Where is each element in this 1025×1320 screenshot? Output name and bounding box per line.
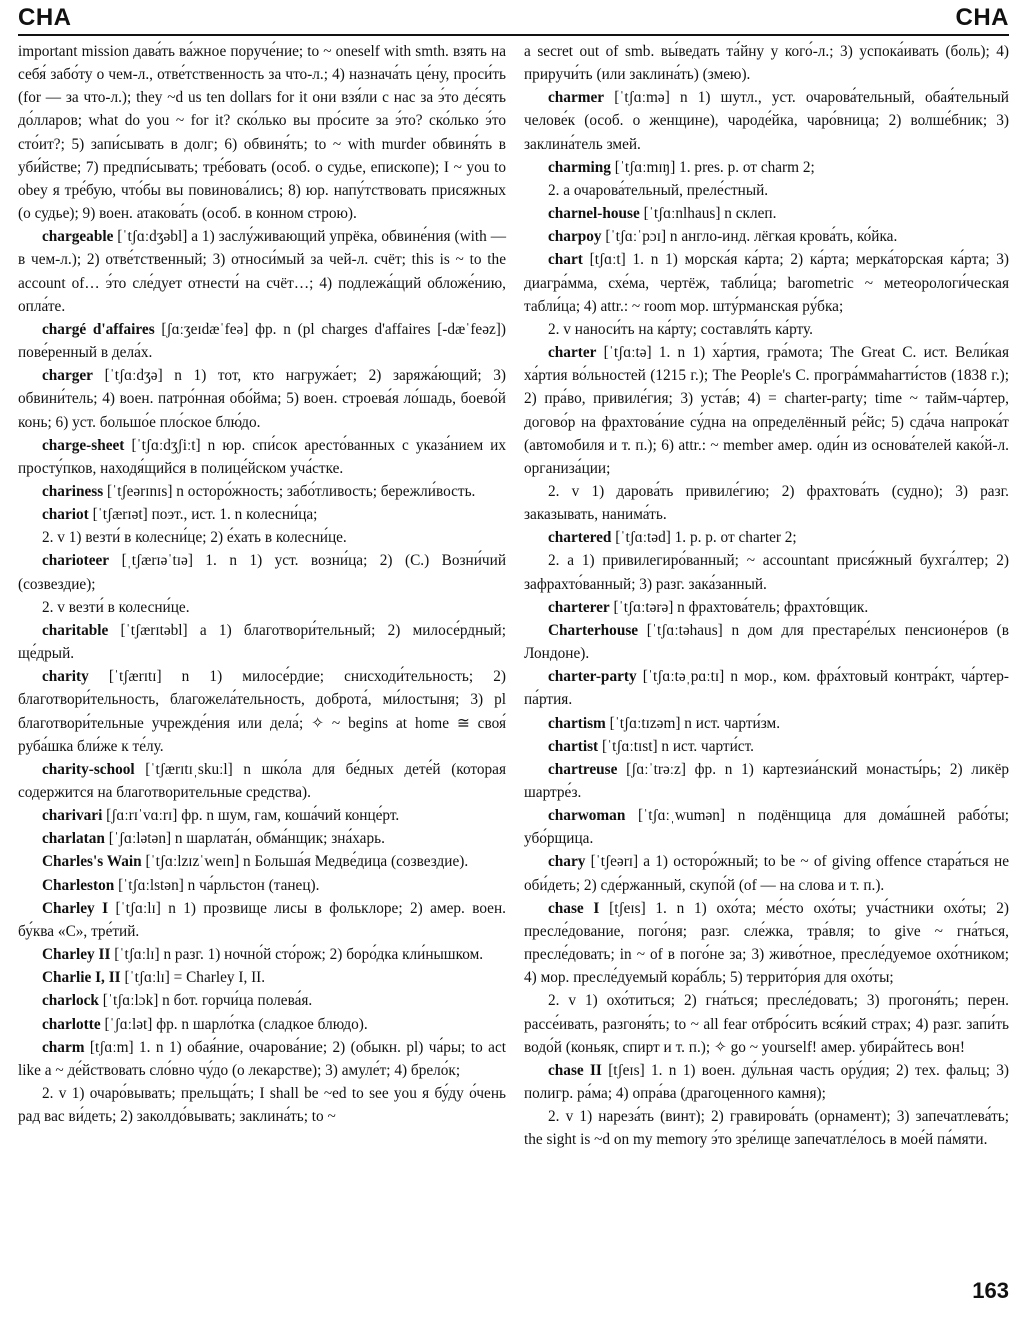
header-rule — [18, 34, 1009, 36]
entry-text: [ˈtʃɑːlɪ] n 1) прозвище лисы в фольклоре; 2) амер. воен. бу́ква «С», тре́тий. — [18, 899, 506, 940]
dictionary-entry — [18, 1036, 506, 1082]
entry-headword: chase I — [548, 899, 600, 917]
dictionary-entry — [524, 712, 1009, 735]
entry-text: [tʃɑːt] 1. n 1) морска́я ка́рта; 2) ка́рта; мерка́торская ка́рта; 3) диагра́мма, схе́ма, чертёж, табли́ца; barometric ~ метеорологи́ческая табли́ца; 4) attr.: ~ room мор. шту́рманская ру́бка; — [524, 251, 1010, 315]
entry-headword: charlotte — [42, 1015, 101, 1033]
entry-text: [ˈtʃɑːtə] 1. n 1) ха́ртия, гра́мота; The Great C. ист. Вели́кая ха́ртия во́льностей (1215 г.); The People's C. програ́ммаharти́стов (1838 г.); 2) пра́во, привиле́гия; 3) уста́в; 4) = charter-party; time ~ тайм-ча́ртер, догово́р на фрахтова́ние су́дна на определённый ре́йс; 5) сда́ча напрока́т (автомобиля и т. п.); 6) attr.: ~ member амер. оди́н из основа́телей како́й-л. организа́ции; — [524, 344, 1009, 477]
entry-headword: chary — [548, 853, 586, 871]
entry-text: 2. v 1) очаро́вывать; прельща́ть; I shall be ~ed to see you я бу́ду о́чень рад вас ви́деть; 2) заколдо́вывать; заклина́ть; to ~ — [18, 1085, 506, 1126]
entry-text: [ˈtʃærɪtɪ] n 1) милосе́рдие; снисходи́тельность; 2) благотвори́тельность, благожела́тельность, доброта́, ми́лостыня; 3) pl благотвори́тельные учрежде́ния или дела́; ✧ ~ begins at home ≅ своя́ руба́шка бли́же к те́лу. — [18, 668, 507, 755]
dictionary-entry — [18, 364, 506, 433]
dictionary-entry — [18, 503, 506, 526]
dictionary-entry — [524, 619, 1009, 665]
dictionary-entry — [18, 318, 506, 364]
entry-continuation — [18, 40, 506, 225]
entry-text: [ˈtʃɑːtəhaus] n дом для престаре́лых пенсионе́ров (в Лондоне). — [524, 621, 1009, 663]
entry-text: a secret out of smb. вы́ведать та́йну у кого́-л.; 3) успока́ивать (боль); 4) приручи́ть (или заклина́ть) (змею). — [524, 43, 1009, 84]
entry-text: [ʃɑːrɪˈvɑːrɪ] фр. n шум, гам, коша́чий конце́рт. — [106, 807, 400, 825]
entry-headword: Charterhouse — [548, 621, 639, 639]
entry-headword: chargé d'affaires — [42, 320, 155, 338]
entry-headword: charioteer — [42, 552, 110, 570]
entry-text: [ˈtʃærɪət] поэт., ист. 1. n колесни́ца; — [92, 506, 318, 524]
entry-text: [ˈtʃɑːtərə] n фрахтова́тель; фрахто́вщик. — [613, 598, 869, 616]
entry-text: [ˈtʃɑːlstən] n ча́рльстон (танец). — [118, 876, 320, 894]
entry-text: [tʃeɪs] 1. n 1) воен. ду́льная часть ору́дия; 2) тех. фальц; 3) полигр. ра́ма; 4) опра́ва (драгоценного камня); — [524, 1061, 1009, 1103]
entry-headword: Charlie I, II — [42, 969, 121, 987]
dictionary-entry — [18, 804, 506, 827]
entry-text: [ˈtʃærɪtɪˌskuːl] n шко́ла для бе́дных дете́й (которая содержится на благотворительные средства). — [18, 760, 506, 801]
entry-text: [ʃɑːˈtrəːz] фр. n 1) картезиа́нский монасты́рь; 2) ликёр шартре́з. — [524, 760, 1010, 801]
entry-headword: charlock — [42, 992, 99, 1010]
right-column — [524, 40, 1009, 1152]
entry-headword: chariness — [42, 482, 104, 500]
entry-headword: chariot — [42, 506, 89, 524]
dictionary-entry — [524, 179, 1009, 202]
entry-text: [ˈtʃɑːtəd] 1. p. p. от charter 2; — [615, 529, 797, 547]
dictionary-entry — [524, 989, 1009, 1058]
entry-text: [ˈtʃɑːtɪzəm] n ист. чарти́зм. — [609, 714, 781, 732]
entry-headword: charity-school — [42, 760, 135, 778]
entry-text: [ʃɑːʒeɪdæˈfeə] фр. n (pl charges d'affaires [-dæˈfeəz]) пове́ренный в дела́х. — [18, 320, 506, 362]
dictionary-entry — [18, 989, 506, 1012]
dictionary-entry — [18, 480, 506, 503]
running-head-right: CHA — [955, 4, 1009, 31]
entry-text: [ˈʃɑːlət] фр. n шарло́тка (сладкое блюдо). — [104, 1015, 368, 1033]
dictionary-entry — [524, 202, 1009, 225]
entry-text: [tʃɑːm] 1. n 1) обая́ние, очарова́ние; 2) (обыкн. pl) ча́ры; to act like a ~ де́йствовать сло́вно чу́до (о лекарстве); 3) амуле́т; 4) брело́к; — [18, 1038, 506, 1079]
entry-headword: chart — [548, 251, 583, 269]
dictionary-entry — [18, 526, 506, 549]
entry-headword: Charleston — [42, 876, 115, 894]
entry-text: 2. a 1) привилегиро́ванный; ~ accountant прися́жный бухга́лтер; 2) зафрахто́ванный; 3) разг. зака́занный. — [524, 552, 1009, 593]
entry-continuation — [524, 40, 1009, 86]
entry-headword: charge-sheet — [42, 436, 125, 454]
entry-headword: charwoman — [548, 807, 626, 825]
dictionary-entry — [524, 758, 1009, 804]
entry-text: [ˈʃɑːlətən] n шарлата́н, обма́нщик; зна́харь. — [108, 830, 385, 848]
dictionary-entry — [524, 156, 1009, 179]
entry-text: [ˈtʃɑːlɪ] n разг. 1) ночно́й сто́рож; 2) боро́дка кли́нышком. — [114, 946, 484, 964]
dictionary-entry — [524, 225, 1009, 248]
entry-text: 2. v 1) нареза́ть (винт); 2) гравирова́ть (орнамент); 3) запечатлева́ть; the sight is ~d on my memory э́то зре́лище запечатле́лось в мое́й па́мяти. — [524, 1108, 1009, 1149]
dictionary-entry — [18, 619, 506, 665]
entry-headword: charterer — [548, 598, 610, 616]
dictionary-entry — [524, 549, 1009, 595]
entry-headword: charmer — [548, 89, 605, 107]
dictionary-entry — [524, 804, 1009, 850]
running-head-left: CHA — [18, 4, 72, 31]
dictionary-entry — [18, 434, 506, 480]
entry-headword: charm — [42, 1038, 85, 1056]
dictionary-entry — [18, 943, 506, 966]
entry-headword: chargeable — [42, 228, 114, 246]
dictionary-entry — [524, 1059, 1009, 1105]
entry-text: [ˈtʃɑːmə] n 1) шутл., уст. очарова́тельный, обая́тельный челове́к (особ. о женщине), чароде́йка, чаро́вница; 2) волше́бник; 3) заклина́тель змей. — [524, 89, 1009, 153]
entry-text: 2. v 1) везти́ в колесни́це; 2) е́хать в колесни́це. — [42, 529, 347, 547]
left-column — [18, 40, 506, 1128]
dictionary-entry — [18, 827, 506, 850]
dictionary-entry — [18, 1082, 506, 1128]
dictionary-entry — [524, 850, 1009, 896]
dictionary-entry — [524, 480, 1009, 526]
entry-headword: charming — [548, 158, 611, 176]
entry-text: 2. a очарова́тельный, преле́стный. — [548, 181, 769, 199]
entry-text: [ˌtʃærɪəˈtɪə] 1. n 1) уст. возни́ца; 2) (C.) Возни́чий (созвездие); — [18, 552, 506, 593]
dictionary-entry — [524, 665, 1009, 711]
entry-headword: charpoy — [548, 228, 602, 246]
entry-text: [ˈtʃɑːdʒʃiːt] n юр. спи́сок аресто́ванных с указа́нием их просту́пков, находя́щийся в полице́йском уча́стке. — [18, 436, 506, 477]
entry-headword: charivari — [42, 807, 103, 825]
dictionary-entry — [524, 341, 1009, 480]
entry-text: 2. v 1) охо́титься; 2) гна́ться; пресле́довать; 3) прогоня́ть; перен. рассе́ивать, разгоня́ть; to ~ all fear отбро́сить вся́кий страх; 4) разг. запи́ть водо́й (коньяк, спирт и т. п.); ✧ go ~ yourself! амер. убира́йтесь вон! — [524, 992, 1009, 1056]
entry-text: [ˈtʃeərɪnɪs] n осторо́жность; забо́тливость; бережли́вость. — [107, 482, 476, 500]
entry-text: [ˈtʃɑːmɪŋ] 1. pres. p. от charm 2; — [614, 158, 815, 176]
dictionary-entry — [18, 1013, 506, 1036]
entry-headword: Charley I — [42, 899, 109, 917]
entry-text: 2. v наноси́ть на ка́рту; составля́ть ка́рту. — [548, 320, 813, 338]
entry-headword: chartreuse — [548, 760, 618, 778]
dictionary-entry — [18, 596, 506, 619]
entry-text: [ˈtʃɑːlɔk] n бот. горчи́ца полева́я. — [102, 992, 313, 1010]
entry-text: [ˈtʃɑːdʒə] n 1) тот, кто нагружа́ет; 2) заряжа́ющий; 3) обвини́тель; 4) воен. патро́нная обо́йма; 5) воен. строева́я ло́шадь, боево́й конь; 6) уст. большо́е пло́ское блю́до. — [18, 367, 506, 431]
entry-text: important mission дава́ть ва́жное поруче́ние; to ~ oneself with smth. взять на себя́ забо́ту о чем-л., отве́тственность за что-л.; 4) назнача́ть це́ну, проси́ть (for — за что-л.); they ~d us ten dollars for it они взя́ли с нас за э́то де́сять до́лларов; what do you ~ for it? ско́лько вы про́сите за э́то? ско́лько э́то сто́ит?; 5) запи́сывать в долг; 6) обвиня́ть; to ~ with murder обвиня́ть в уби́йстве; 7) предпи́сывать; тре́бовать (особ. о судье, епископе); I ~ you to obey я тре́бую, что́бы вы повинова́лись; 8) юр. напу́тствовать присяжных (о судье); 9) воен. атакова́ть (особ. в конном строю). — [18, 43, 506, 223]
entry-headword: charlatan — [42, 830, 105, 848]
entry-text: [ˈtʃɑːtəˌpɑːtɪ] n мор., ком. фра́хтовый контра́кт, ча́ртер-па́ртия. — [524, 668, 1009, 709]
dictionary-entry — [524, 86, 1009, 155]
entry-headword: charitable — [42, 621, 109, 639]
entry-text: [ˈtʃɑːˌwumən] n подёнщица для дома́шней рабо́ты; убо́рщица. — [524, 807, 1009, 848]
entry-headword: charity — [42, 668, 89, 686]
entry-headword: Charles's Wain — [42, 853, 142, 871]
entry-headword: chartist — [548, 737, 599, 755]
entry-headword: charter — [548, 344, 597, 362]
entry-text: [ˈtʃærɪtəbl] a 1) благотвори́тельный; 2) милосе́рдный; ще́дрый. — [18, 621, 506, 663]
entry-headword: chartered — [548, 529, 612, 547]
dictionary-entry — [524, 596, 1009, 619]
dictionary-entry — [524, 526, 1009, 549]
dictionary-entry — [18, 850, 506, 873]
dictionary-entry — [524, 735, 1009, 758]
entry-text: [ˈtʃɑːdʒəbl] a 1) заслу́живающий упрёка, обвине́ния (with — в чем-л.); 2) отве́тственный; 3) относи́мый за чей-л. счёт; this is ~ to the account of… э́то сле́дует отнести́ на счёт…; 4) подлежа́щий обложе́нию, опла́те. — [18, 228, 506, 315]
entry-text: [ˈtʃɑːlɪ] = Charley I, II. — [124, 969, 266, 987]
dictionary-entry — [18, 549, 506, 595]
entry-headword: charter-party — [548, 668, 637, 686]
entry-text: [ˈtʃɑːlzɪzˈweɪn] n Больша́я Медве́дица (созвездие). — [145, 853, 469, 871]
entry-headword: Charley II — [42, 946, 111, 964]
entry-text: [ˈtʃeərɪ] a 1) осторо́жный; to be ~ of giving offence стара́ться не оби́деть; 2) сде́ржанный, скупо́й (of — на слова и т. п.). — [524, 853, 1009, 894]
entry-text: [ˈtʃɑːˈpɔɪ] n англо-инд. лёгкая крова́ть, ко́йка. — [605, 228, 898, 246]
dictionary-entry — [524, 248, 1009, 317]
entry-text: [ˈtʃɑːtɪst] n ист. чарти́ст. — [601, 737, 754, 755]
dictionary-entry — [18, 874, 506, 897]
dictionary-entry — [524, 318, 1009, 341]
dictionary-entry — [18, 225, 506, 318]
entry-text: [tʃeɪs] 1. n 1) охо́та; ме́сто охо́ты; уча́стники охо́ты; 2) пресле́дование, пого́ня; разг. сле́жка, тра́вля; to give ~ гна́ться, пресле́довать; in ~ of в пого́не за; 3) живо́тное, пресле́дуемое охо́тником; 4) мор. пресле́дуемый кора́бль; 5) террито́рия для охо́ты; — [524, 899, 1010, 987]
dictionary-entry — [18, 966, 506, 989]
entry-text: 2. v 1) дарова́ть привиле́гию; 2) фрахтова́ть (судно); 3) разг. заказывать, нанима́ть. — [524, 482, 1009, 524]
dictionary-entry — [524, 1105, 1009, 1151]
dictionary-entry — [18, 665, 506, 758]
dictionary-entry — [18, 897, 506, 943]
dictionary-entry — [524, 897, 1009, 990]
entry-headword: chase II — [548, 1061, 602, 1079]
entry-text: [ˈtʃɑːnlhaus] n склеп. — [643, 205, 777, 223]
entry-headword: charnel-house — [548, 205, 640, 223]
dictionary-entry — [18, 758, 506, 804]
entry-headword: charger — [42, 367, 93, 385]
entry-headword: chartism — [548, 714, 606, 732]
entry-text: 2. v везти́ в колесни́це. — [42, 598, 190, 616]
page-number: 163 — [972, 1278, 1009, 1303]
